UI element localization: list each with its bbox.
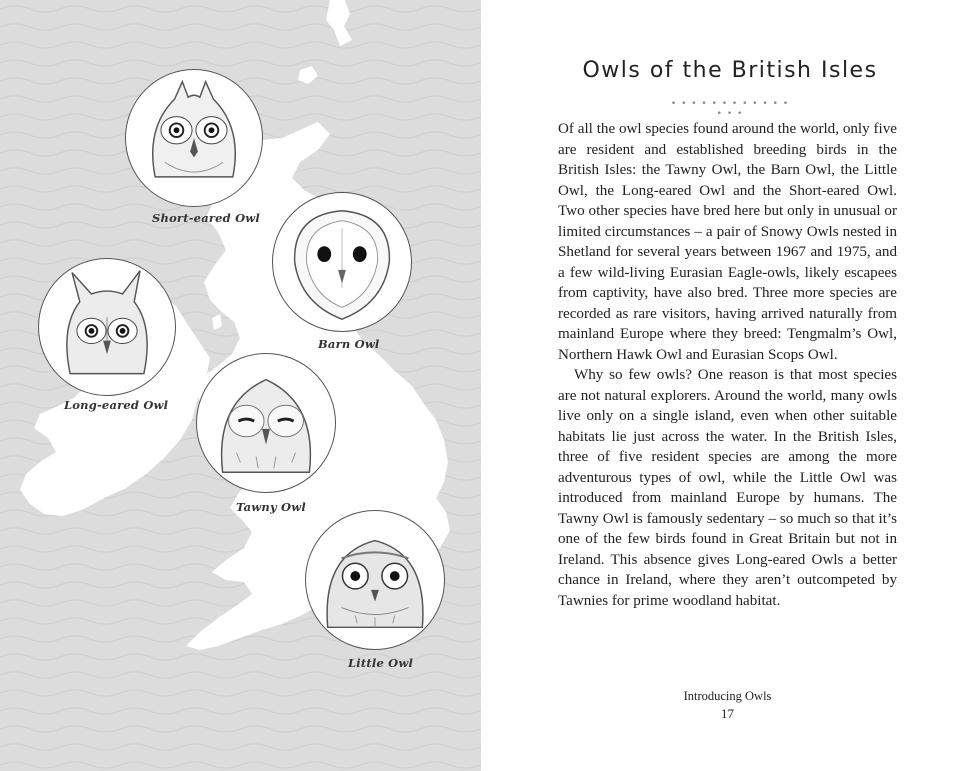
page-title: Owls of the British Isles [582,58,878,83]
little-owl-portrait [305,510,445,650]
long-eared-owl-portrait [38,258,176,396]
barn-owl-caption: Barn Owl [318,337,380,351]
little-owl-caption: Little Owl [348,656,414,670]
paragraph-2: Why so few owls? One reason is that most species are not natural explorers. Around the world, many owls live only on a single island, even when other suitable habitats lie just across the water. In the British Isles, three of five resident species are among the more adventurous types of owl, while the Little Owl was introduced from mainland Europe by humans. The Tawny Owl is famously sedentary – so much so that it’s one of the few birds found in Great Britain but not in Ireland. This absence gives Long-eared Owls a better chance in Ireland, where they aren’t outcompeted by Tawnies for prime woodland habitat. [558,367,897,609]
paragraph-1: Of all the owl species found around the world, only five are resident and established breeding birds in the British Isles: the Tawny Owl, the Barn Owl, the Little Owl, the Long-eared Owl and the Short-eared Owl. Two other species have bred here but only in unusual or limited circumstances – a pair of Snowy Owls nested in Shetland for several years between 1967 and 1975, and a few wild-living Eurasian Eagle-owls, likely escapees from captivity, have also bred. Three more species are recorded as rare visitors, having arrived naturally from mainland Europe where they breed: Tengmalm’s Owl, Northern Hawk Owl and Eurasian Scops Owl. [558,121,897,363]
barn-owl-icon [273,193,411,331]
barn-owl-portrait [272,192,412,332]
short-eared-owl-caption: Short-eared Owl [152,211,260,225]
short-eared-owl-icon [126,70,262,206]
tawny-owl-portrait [196,353,336,493]
body-text [558,119,897,611]
little-owl-icon [306,511,444,649]
page-number: 17 [721,706,734,721]
tawny-owl-icon [197,354,335,492]
short-eared-owl-portrait [125,69,263,207]
running-footer: Introducing Owls [683,689,772,703]
long-eared-owl-caption: Long-eared Owl [64,398,169,412]
tawny-owl-caption: Tawny Owl [236,500,306,514]
ornamental-divider: • • • • • • • • • • • • • • • [670,99,790,119]
long-eared-owl-icon [39,259,175,395]
